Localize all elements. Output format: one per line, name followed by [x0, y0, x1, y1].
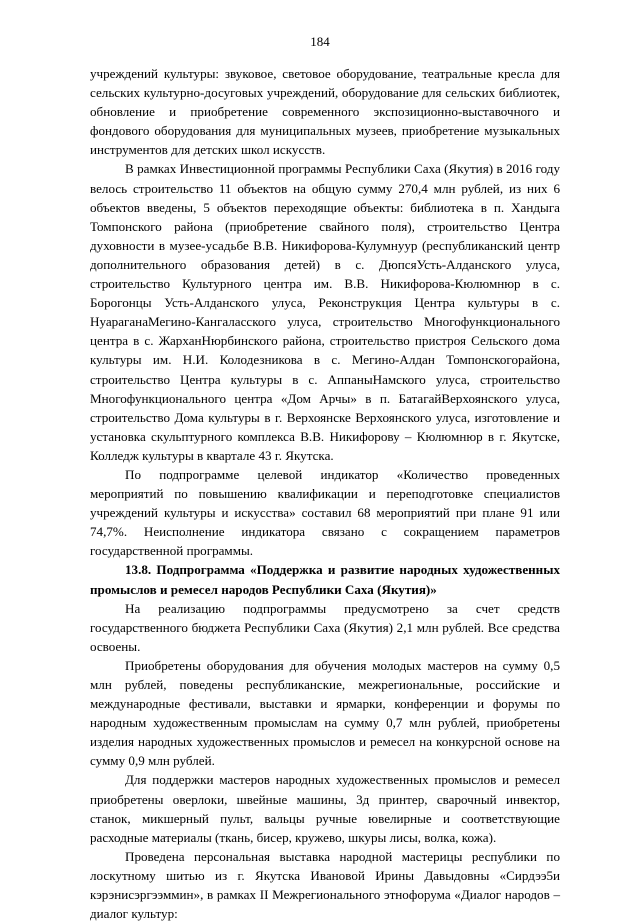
paragraph-exhibition: Проведена персональная выставка народной мастерицы республики по лоскутному шитью из г. Якутска Ивановой Ирины Давыдовны «Сирдээ5и кэрэнисэргээммин», в рамках II Межрегионального этнофорума «Диалог народов – диалог культур:	[90, 848, 560, 922]
paragraph-equipment-list: учреждений культуры: звуковое, световое оборудование, театральные кресла для сельских культурно-досуговых учреждений, оборудование для сельских библиотек, обновление и приобретение современного экспозиционно-выставочного и фондового оборудования для муниципальных музеев, приобретение музыкальных инструментов для детских школ искусств.	[90, 66, 560, 158]
paragraph-masters-support: Для поддержки мастеров народных художественных промыслов и ремесел приобретены оверлоки, швейные машины, 3д принтер, сварочный инвектор, станок, микшерный пульт, вальцы ручные ювелирные и соответствующие расходные материалы (ткань, бисер, кружево, шкуры лисы, волка, кожа).	[90, 772, 560, 845]
paragraph-investment-program: В рамках Инвестиционной программы Республики Саха (Якутия) в 2016 году велось строительство 11 объектов на общую сумму 270,4 млн рублей, из них 6 объектов введены, 5 объектов переходящие объекты: библиотека в п. Хандыга Томпонского района (приобретение свайного поля), строительство Центра духовности в музее-усадьбе В.В. Никифорова-Кулумнуур (республиканский центр дополнительного образования детей) в с. ДюпсяУсть-Алданского улуса, строительство Культурного центра им. В.В. Никифорова-Кюлюмнюр в с. Борогонцы Усть-Алданского улуса, Реконструкция Центра культуры в с. НуараганаМегино-Кангаласского улуса, строительство Многофункционального центра в с. ЖарханНюрбинского района, строительство пристроя Сельского дома культуры им. Н.И. Колодезникова в с. Мегино-Алдан Томпонскогорайона, строительство Центра культуры в с. АппаныНамского улуса, строительство Многофункционального центра «Дом Арчы» в п. БатагайВерхоянского улуса, строительство Дома культуры в г. Верхоянске Верхоянского улуса, изготовление и установка скульптурного комплекса В.В. Никифорову – Кюлюмнюр в г. Якутске, Колледж культуры в квартале 43 г. Якутска.	[90, 161, 560, 463]
paragraph-budget: На реализацию подпрограммы предусмотрено за счет средств государственного бюджета Республики Саха (Якутия) 2,1 млн рублей. Все средства освоены.	[90, 600, 560, 654]
page-number: 184	[310, 34, 330, 49]
paragraph-purchases: Приобретены оборудования для обучения молодых мастеров на сумму 0,5 млн рублей, поведены республиканские, межрегиональные, российские и международные фестивали, выставки и ярмарки, конференции и форумы по народным художественным промыслам на сумму 0,7 млн рублей, приобретены изделия народных художественных промыслов и ремесел на конкурсной основе на сумму 0,9 млн рублей.	[90, 657, 560, 769]
paragraph-target-indicator: По подпрограмме целевой индикатор «Количество проведенных мероприятий по повышению квалификации и переподготовке специалистов учреждений культуры и искусства» составил 68 мероприятий при плане 91 или 74,7%. Неисполнение индикатора связано с сокращением параметров государственной программы.	[90, 466, 560, 559]
document-body	[90, 64, 560, 923]
section-heading: 13.8. Подпрограмма «Поддержка и развитие народных художественных промыслов и ремесел народов Республики Саха (Якутия)»	[90, 562, 560, 597]
